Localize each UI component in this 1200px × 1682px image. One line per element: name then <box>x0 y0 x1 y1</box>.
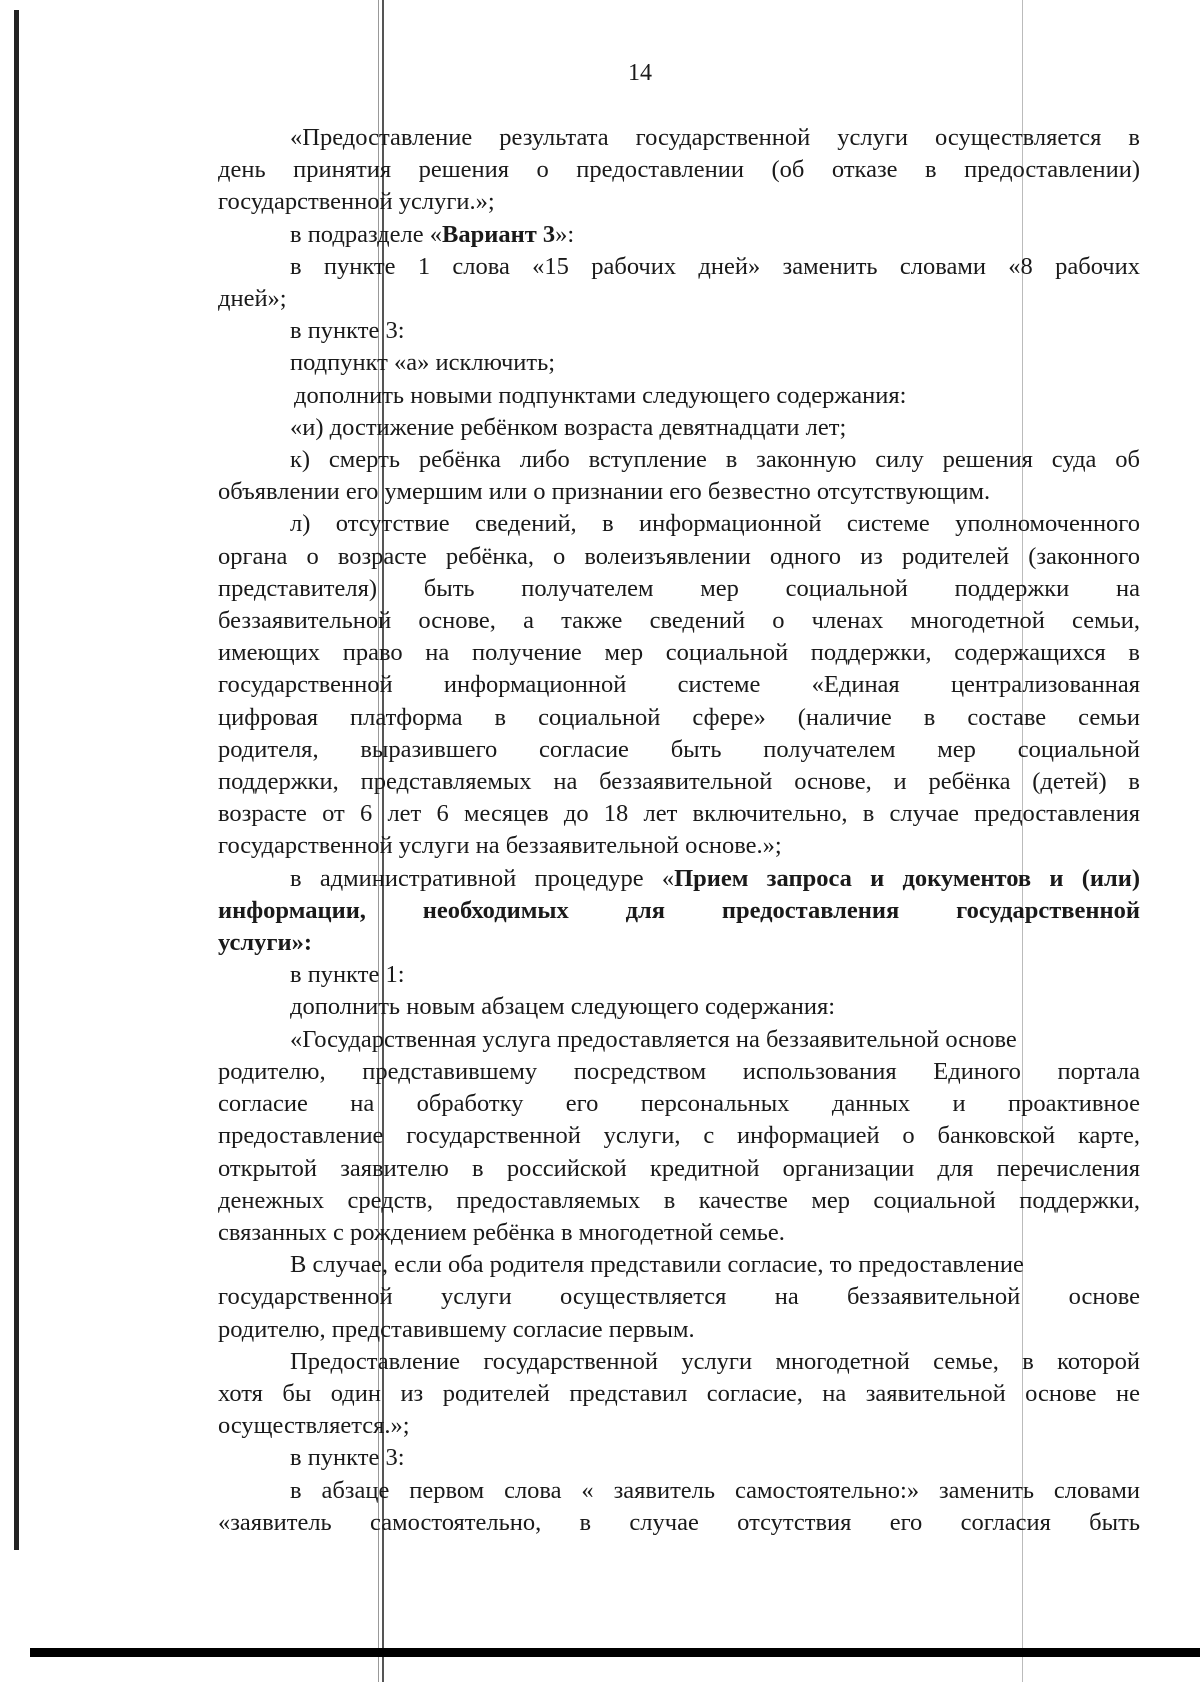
text-line: возрасте от 6 лет 6 месяцев до 18 лет включительно, в случае предоставления <box>218 800 1140 828</box>
text-line: цифровая платформа в социальной сфере» (наличие в составе семьи <box>218 703 1140 731</box>
text-line: Предоставление государственной услуги многодетной семье, в которой <box>290 1347 1140 1375</box>
text-line: беззаявительной основе, а также сведений о членах многодетной семьи, <box>218 607 1140 635</box>
text-line: «заявитель самостоятельно, в случае отсутствия его согласия быть <box>218 1508 1140 1536</box>
scan-left-edge-line <box>14 10 19 1550</box>
bold-span: Прием запроса и документов и (или) <box>674 864 1140 892</box>
text-line: подпункт «а» исключить; <box>290 349 556 377</box>
text-line: открытой заявителю в российской кредитной организации для перечисления <box>218 1154 1140 1182</box>
text-line: родителя, выразившего согласие быть получателем мер социальной <box>218 735 1140 763</box>
text-line: предоставление государственной услуги, с информацией о банковской карте, <box>218 1122 1140 1150</box>
text-span: »: <box>555 220 575 248</box>
scan-bottom-bar <box>30 1648 1200 1657</box>
text-line: связанных с рождением ребёнка в многодетной семье. <box>218 1218 785 1246</box>
text-line: поддержки, представляемых на беззаявительной основе, и ребёнка (детей) в <box>218 768 1140 796</box>
page-number: 14 <box>628 60 652 86</box>
text-line: л) отсутствие сведений, в информационной системе уполномоченного <box>290 510 1140 538</box>
text-line: в пункте 1 слова «15 рабочих дней» заменить словами «8 рабочих <box>290 252 1140 280</box>
text-line: дополнить новыми подпунктами следующего содержания: <box>294 381 907 409</box>
bold-span: услуги»: <box>218 929 313 957</box>
text-line: денежных средств, предоставляемых в качестве мер социальной поддержки, <box>218 1186 1140 1214</box>
text-line: В случае, если оба родителя представили согласие, то предоставление <box>290 1251 1024 1279</box>
text-line <box>218 895 1140 927</box>
text-line: имеющих право на получение мер социальной поддержки, содержащихся в <box>218 639 1140 667</box>
text-line: в пункте 3: <box>290 1444 405 1472</box>
text-line: дополнить новым абзацем следующего содержания: <box>290 993 836 1021</box>
text-line: представителя) быть получателем мер социальной поддержки на <box>218 574 1140 602</box>
bold-span: Вариант 3 <box>442 220 556 248</box>
text-line <box>218 219 1140 251</box>
text-line: государственной услуги осуществляется на беззаявительной основе <box>218 1283 1140 1311</box>
text-line: государственной услуги.»; <box>218 188 495 216</box>
text-line: в пункте 3: <box>290 317 405 345</box>
text-line: в абзаце первом слова « заявитель самостоятельно:» заменить словами <box>290 1476 1140 1504</box>
text-line: «Предоставление результата государственной услуги осуществляется в <box>290 124 1140 151</box>
text-line: дней»; <box>218 285 287 313</box>
text-span: в административной процедуре « <box>290 864 675 892</box>
document-body <box>218 122 1140 1539</box>
text-line: осуществляется.»; <box>218 1412 410 1440</box>
text-line: объявлении его умершим или о признании его безвестно отсутствующим. <box>218 478 991 506</box>
text-line: в пункте 1: <box>290 961 405 989</box>
text-line: «Государственная услуга предоставляется на беззаявительной основе <box>290 1025 1017 1053</box>
text-line: государственной информационной системе «Единая централизованная <box>218 671 1140 699</box>
text-line: государственной услуги на беззаявительной основе.»; <box>218 832 782 860</box>
text-line: родителю, представившему согласие первым. <box>218 1315 695 1343</box>
text-line: органа о возрасте ребёнка, о волеизъявлении одного из родителей (законного <box>218 542 1140 570</box>
text-line <box>218 927 1140 959</box>
text-line: день принятия решения о предоставлении (об отказе в предоставлении) <box>218 156 1140 184</box>
text-span: в подразделе « <box>290 220 442 248</box>
text-line: «и) достижение ребёнком возраста девятнадцати лет; <box>290 413 847 441</box>
text-line: к) смерть ребёнка либо вступление в законную силу решения суда об <box>290 446 1140 474</box>
text-line: согласие на обработку его персональных данных и проактивное <box>218 1090 1140 1118</box>
text-line <box>218 863 1140 895</box>
text-line: хотя бы один из родителей представил согласие, на заявительной основе не <box>218 1379 1140 1407</box>
bold-span: информации, необходимых для предоставления государственной <box>218 896 1140 924</box>
text-line: родителю, представившему посредством использования Единого портала <box>218 1057 1140 1085</box>
